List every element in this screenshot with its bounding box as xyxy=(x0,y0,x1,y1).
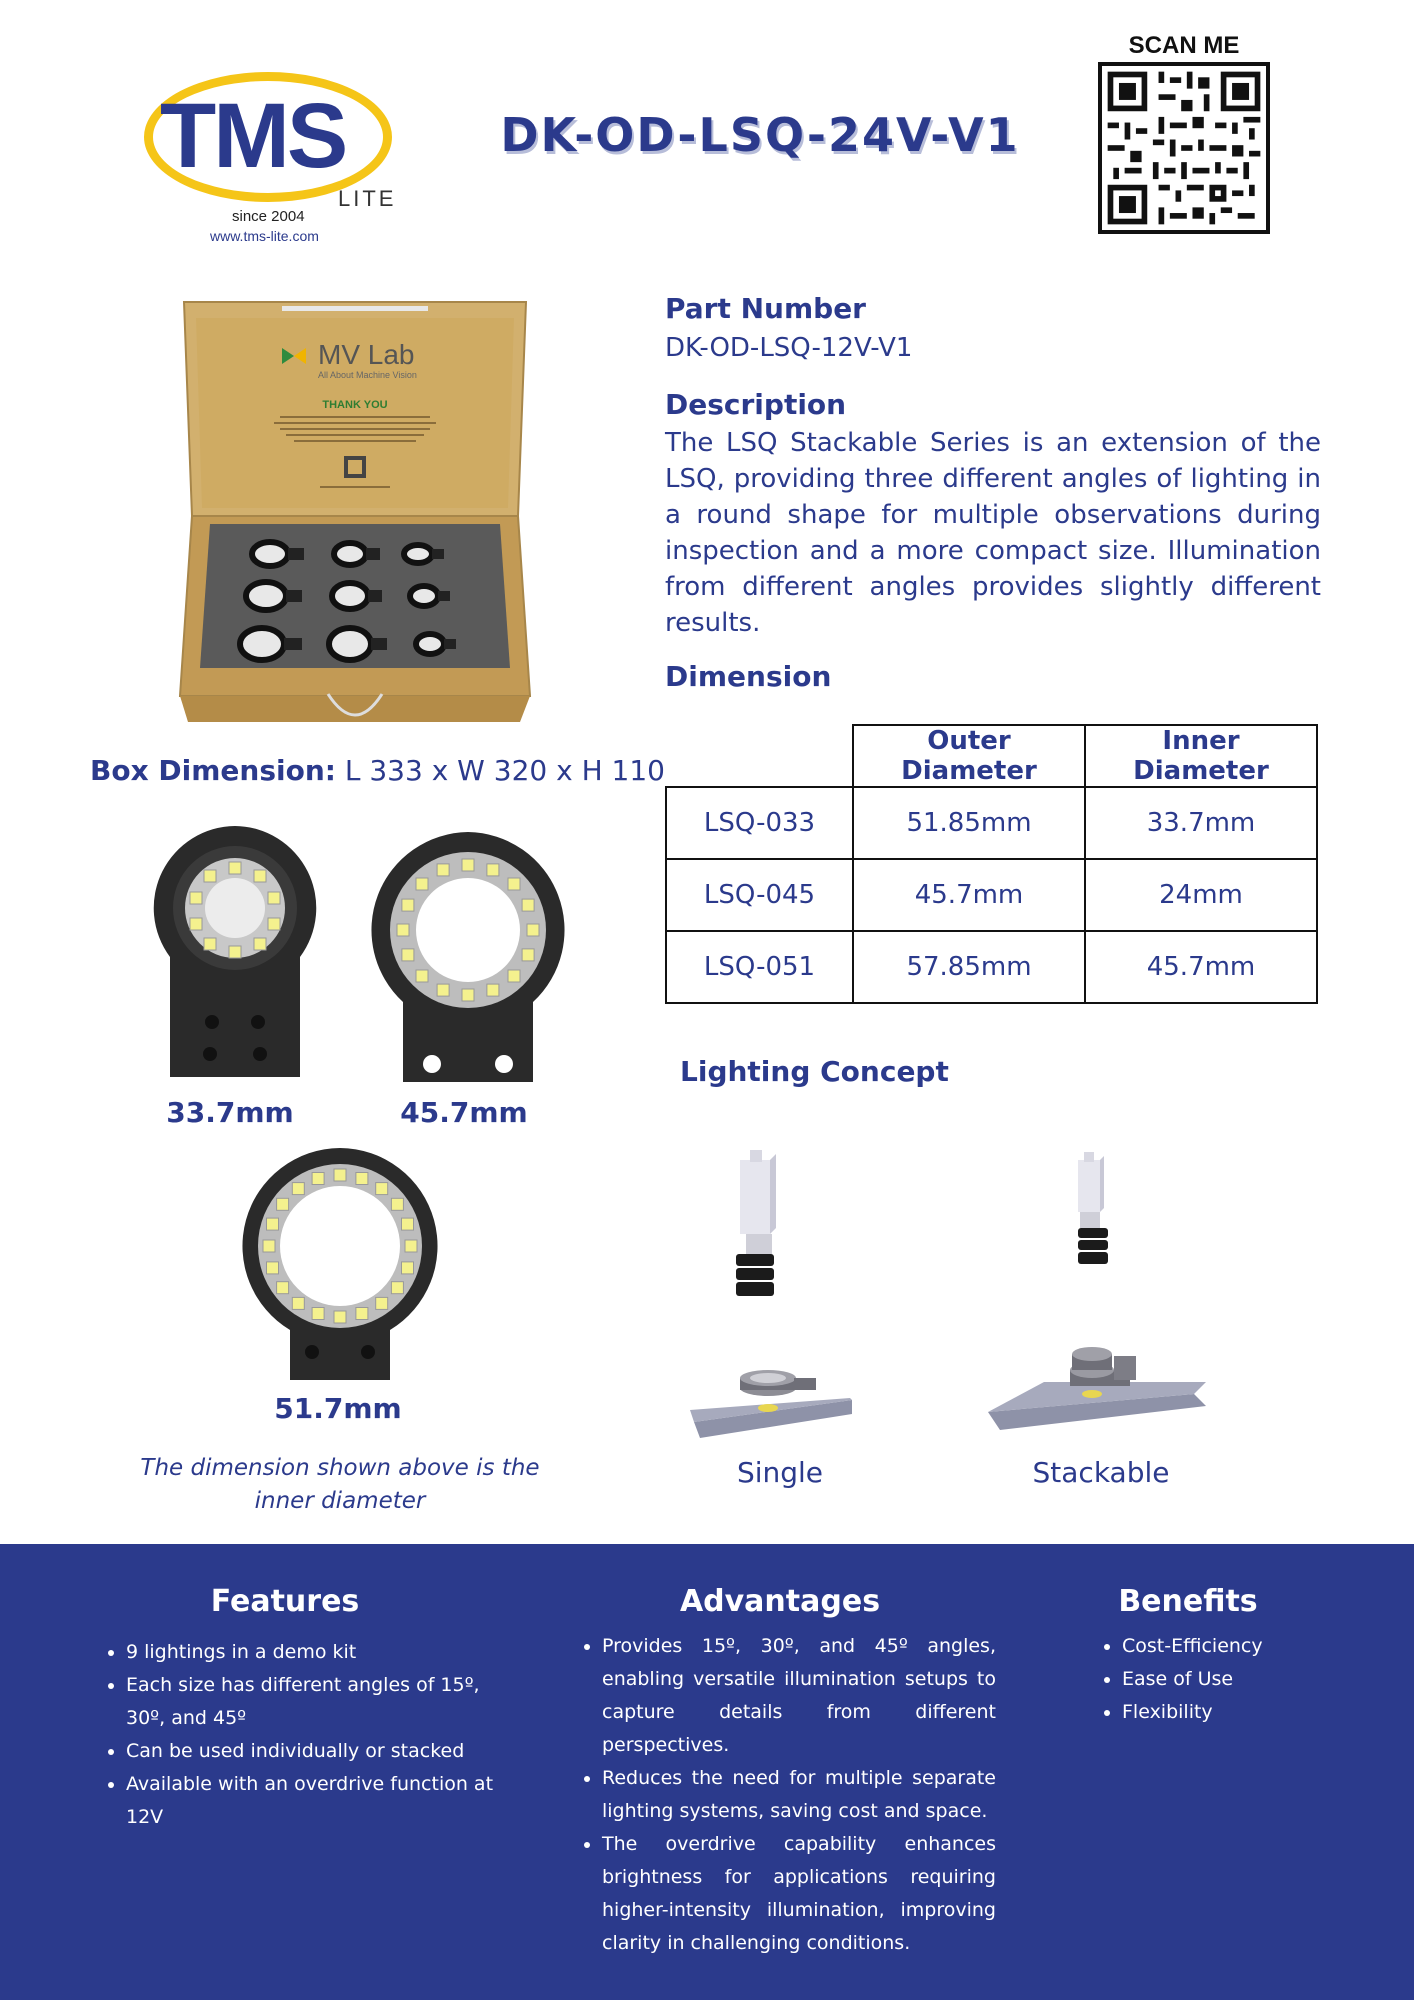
header-inner-diameter: Inner Diameter xyxy=(1085,725,1317,787)
led-icon xyxy=(267,1262,279,1274)
led-icon xyxy=(522,949,534,961)
caption-stackable: Stackable xyxy=(1032,1456,1170,1489)
list-item: • Each size has different angles of 15º, 30º, and 45º xyxy=(126,1669,506,1735)
table-row xyxy=(666,859,1317,931)
list-item: • Ease of Use xyxy=(1122,1663,1372,1696)
led-icon xyxy=(462,989,474,1001)
led-icon xyxy=(356,1308,368,1320)
stackable-camera-icon xyxy=(984,1150,1210,1450)
features-title: Features xyxy=(210,1584,360,1619)
logo-since: since 2004 xyxy=(232,208,305,225)
led-icon xyxy=(487,864,499,876)
cell-outer: 51.85mm xyxy=(853,787,1085,859)
table-row xyxy=(666,787,1317,859)
box-dimension-value: L 333 x W 320 x H 110 xyxy=(335,754,665,787)
table-header-row xyxy=(666,725,1317,787)
logo-sub: LITE xyxy=(338,186,397,211)
cell-inner: 33.7mm xyxy=(1085,787,1317,859)
qr-block xyxy=(1096,32,1272,234)
table-row xyxy=(666,931,1317,1003)
benefits-list xyxy=(1094,1630,1372,1729)
part-number-value: DK-OD-LSQ-12V-V1 xyxy=(665,333,913,363)
page-title: DK-OD-LSQ-24V-V1 xyxy=(500,108,1020,162)
led-icon xyxy=(437,864,449,876)
led-icon xyxy=(402,949,414,961)
cell-model: LSQ-045 xyxy=(666,859,853,931)
box-brand-text: MV Lab xyxy=(318,339,415,370)
advantages-list xyxy=(574,1630,996,1960)
led-icon xyxy=(416,878,428,890)
ring-light-45-photo xyxy=(368,830,568,1084)
features-list xyxy=(98,1636,506,1834)
led-icon xyxy=(312,1173,324,1185)
ring-label-45: 45.7mm xyxy=(400,1096,528,1129)
cell-inner: 24mm xyxy=(1085,859,1317,931)
caption-single: Single xyxy=(736,1456,824,1489)
single-setup-illustration xyxy=(680,1150,880,1450)
led-icon xyxy=(334,1169,346,1181)
led-icon xyxy=(277,1198,289,1210)
led-icon xyxy=(391,1282,403,1294)
led-icon xyxy=(416,970,428,982)
tms-lite-logo xyxy=(140,68,420,248)
led-icon xyxy=(508,970,520,982)
qr-code[interactable] xyxy=(1098,62,1270,234)
qr-code-icon xyxy=(1102,66,1266,230)
part-number-label: Part Number xyxy=(665,292,866,325)
features-band xyxy=(0,1544,1414,2000)
led-icon xyxy=(508,878,520,890)
cell-model: LSQ-051 xyxy=(666,931,853,1003)
list-item: • Available with an overdrive function at 12V xyxy=(126,1768,506,1834)
stackable-setup-illustration xyxy=(984,1150,1210,1450)
led-icon xyxy=(292,1183,304,1195)
led-icon xyxy=(397,924,409,936)
cell-model: LSQ-033 xyxy=(666,787,853,859)
demo-kit-photo xyxy=(170,296,540,736)
cell-outer: 57.85mm xyxy=(853,931,1085,1003)
scan-me-label: SCAN ME xyxy=(1128,32,1240,59)
list-item: • Flexibility xyxy=(1122,1696,1372,1729)
led-icon xyxy=(312,1308,324,1320)
demo-kit-box-illustration xyxy=(170,296,540,736)
box-dimension-label: Box Dimension: xyxy=(90,754,336,787)
advantages-title: Advantages xyxy=(679,1584,881,1619)
header-outer-diameter: Outer Diameter xyxy=(853,725,1085,787)
logo-brand: TMS xyxy=(160,85,346,187)
cell-outer: 45.7mm xyxy=(853,859,1085,931)
ring-light-33-icon xyxy=(150,822,320,1082)
led-icon xyxy=(437,984,449,996)
led-icon xyxy=(405,1240,417,1252)
ring-label-33: 33.7mm xyxy=(166,1096,294,1129)
lighting-concept-label: Lighting Concept xyxy=(680,1055,949,1088)
led-icon xyxy=(522,899,534,911)
list-item: • Reduces the need for multiple separate lighting systems, saving cost and space. xyxy=(602,1762,996,1828)
list-item: • 9 lightings in a demo kit xyxy=(126,1636,506,1669)
led-icon xyxy=(277,1282,289,1294)
ring-label-51: 51.7mm xyxy=(274,1392,402,1425)
table-corner-cell xyxy=(666,725,853,787)
box-dimension xyxy=(90,754,665,787)
ring-light-51-photo xyxy=(240,1146,440,1382)
box-tagline-text: All About Machine Vision xyxy=(318,370,417,380)
led-icon xyxy=(376,1183,388,1195)
dimension-label: Dimension xyxy=(665,660,832,693)
ring-light-33-photo xyxy=(150,822,320,1082)
led-icon xyxy=(462,859,474,871)
led-icon xyxy=(267,1218,279,1230)
led-icon xyxy=(402,1262,414,1274)
list-item: • Provides 15º, 30º, and 45º angles, enabling versatile illumination setups to capture details from different perspectives. xyxy=(602,1630,996,1762)
ring-light-51-icon xyxy=(240,1146,440,1382)
diameter-note: The dimension shown above is the inner diameter xyxy=(140,1455,540,1514)
led-icon xyxy=(263,1240,275,1252)
led-icon xyxy=(402,899,414,911)
led-icon xyxy=(292,1297,304,1309)
cell-inner: 45.7mm xyxy=(1085,931,1317,1003)
dimension-table xyxy=(665,724,1318,1004)
single-camera-icon xyxy=(680,1150,880,1450)
box-thanks-text: THANK YOU xyxy=(322,399,388,411)
list-item: • The overdrive capability enhances brightness for applications requiring higher-intensity illumination, improving clarity in challenging conditions. xyxy=(602,1828,996,1960)
led-icon xyxy=(527,924,539,936)
led-icon xyxy=(391,1198,403,1210)
led-icon xyxy=(356,1173,368,1185)
list-item: • Cost-Efficiency xyxy=(1122,1630,1372,1663)
description-text: The LSQ Stackable Series is an extension of the LSQ, providing three different angles of lighting in a round shape for multiple observations during inspection and a more compact size. Illumination from different angles provides slightly different results. xyxy=(665,428,1321,638)
led-icon xyxy=(402,1218,414,1230)
list-item: • Can be used individually or stacked xyxy=(126,1735,506,1768)
benefits-title: Benefits xyxy=(1118,1584,1258,1619)
ring-light-45-icon xyxy=(368,830,568,1084)
logo-url: www.tms-lite.com xyxy=(210,228,319,244)
led-icon xyxy=(487,984,499,996)
led-icon xyxy=(334,1311,346,1323)
description-label: Description xyxy=(665,388,847,421)
led-icon xyxy=(376,1297,388,1309)
